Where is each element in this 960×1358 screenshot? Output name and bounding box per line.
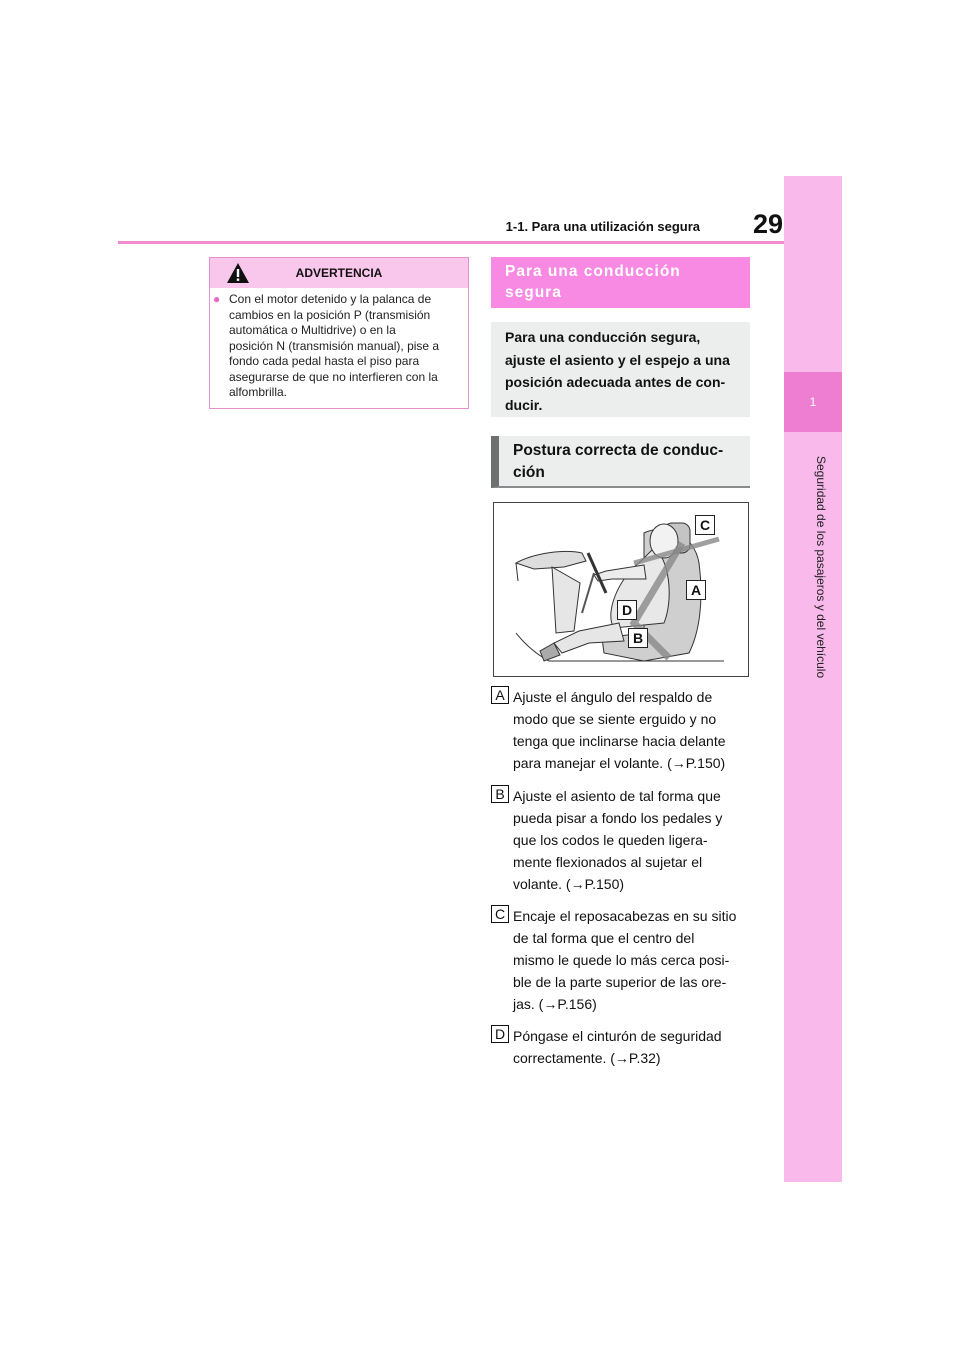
warning-line: alfombrilla. (229, 385, 288, 399)
label-a: A (686, 580, 706, 600)
item-line: Encaje el reposacabezas en su sitio (513, 908, 737, 924)
warning-triangle-icon (226, 262, 250, 284)
intro-line: Para una conducción segura, (505, 329, 701, 345)
warning-title: ADVERTENCIA (295, 266, 383, 280)
section-title-line: segura (505, 284, 562, 301)
warning-line: automática o Multidrive) o en la (229, 323, 396, 337)
label-c: C (695, 515, 715, 535)
item-line: Ajuste el asiento de tal forma que (513, 788, 721, 804)
item-line: mismo le quede lo más cerca posi- (513, 952, 730, 968)
warning-bullet: ● (213, 292, 221, 306)
item-badge: B (491, 785, 509, 803)
warning-line: Con el motor detenido y la palanca de (229, 292, 432, 306)
item-line: correctamente. (→P.32) (513, 1050, 661, 1066)
header-divider (118, 241, 784, 244)
subheading-line: Postura correcta de conduc- (513, 442, 724, 459)
warning-line: asegurarse de que no interfieren con la (229, 369, 438, 384)
item-badge: A (491, 686, 509, 704)
intro-line: ducir. (505, 396, 543, 413)
item-line: Ajuste el ángulo del respaldo de (513, 689, 713, 705)
item-line: mente flexionados al sujetar el (513, 854, 703, 870)
item-line: volante. (→P.150) (513, 876, 625, 892)
chapter-side-tab (784, 176, 842, 1182)
item-line: tenga que inclinarse hacia delante (513, 733, 726, 749)
label-b: B (628, 628, 648, 648)
item-line: para manejar el volante. (→P.150) (513, 755, 726, 771)
instruction-item (491, 905, 753, 1015)
label-d: D (617, 600, 637, 620)
subheading (491, 436, 750, 488)
instruction-item (491, 1025, 753, 1069)
page-number: 29 (752, 209, 783, 239)
chapter-number: 1 (784, 372, 842, 432)
warning-header (210, 258, 468, 288)
subheading-line: ción (513, 464, 545, 481)
item-line: de tal forma que el centro del (513, 930, 695, 946)
section-header: 1-1. Para una utilización segura (505, 219, 700, 234)
instruction-item (491, 686, 753, 774)
chapter-title: Seguridad de los pasajeros y del vehículo (814, 456, 828, 679)
warning-line: cambios en la posición P (transmisión (229, 307, 431, 322)
warning-line: posición N (transmisión manual), pise a (229, 338, 440, 353)
section-title-line: Para una conducción (505, 263, 681, 280)
driving-posture-illustration (493, 502, 749, 677)
warning-text (210, 292, 458, 401)
item-badge: C (491, 905, 509, 923)
item-line: ble de la parte superior de las ore- (513, 974, 727, 990)
item-badge: D (491, 1025, 509, 1043)
item-line: jas. (→P.156) (513, 996, 597, 1012)
warning-box (209, 257, 469, 409)
item-line: que los codos le queden ligera- (513, 832, 708, 848)
intro-line: posición adecuada antes de con- (505, 374, 726, 390)
intro-box (491, 322, 750, 417)
item-line: pueda pisar a fondo los pedales y (513, 810, 723, 826)
intro-line: ajuste el asiento y el espejo a una (505, 351, 730, 368)
item-line: Póngase el cinturón de seguridad (513, 1028, 722, 1044)
warning-line: fondo cada pedal hasta el piso para (229, 354, 420, 368)
instruction-item (491, 785, 753, 895)
item-line: modo que se siente erguido y no (513, 711, 717, 727)
section-title (491, 257, 750, 308)
